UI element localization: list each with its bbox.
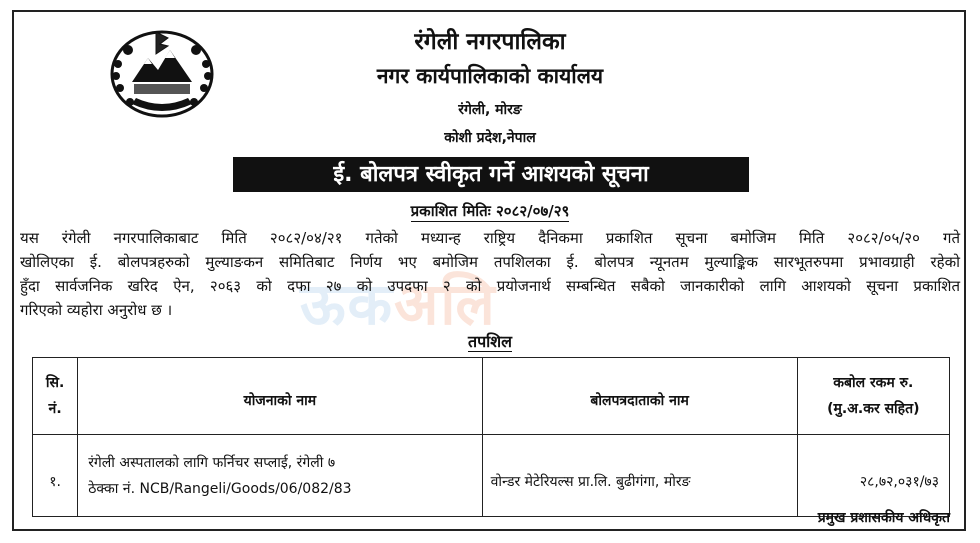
signatory-title: प्रमुख प्रशासकीय अधिकृत bbox=[817, 510, 950, 526]
row-bidder-name: वोन्डर मेटेरियल्स प्रा.लि. बुढीगंगा, मोरङ bbox=[482, 435, 797, 517]
watermark-part2: अलि bbox=[394, 270, 497, 338]
header-sn-line1: सि. bbox=[45, 375, 65, 391]
table-header-row bbox=[33, 358, 950, 435]
notice-title-banner: ई. बोलपत्र स्वीकृत गर्ने आशयको सूचना bbox=[233, 157, 749, 192]
section-title bbox=[0, 330, 980, 352]
office-location: रंगेली, मोरङ bbox=[458, 102, 522, 118]
body-line-1: यस रंगेली नगरपालिकाबाट मिति २०८२/०४/२१ गतेको मध्यान्ह राष्ट्रिय दैनिकमा प्रकाशित सूचना बमोजिम मिति २०८२/०५/२० गते bbox=[20, 229, 960, 247]
row-project-name bbox=[78, 435, 482, 517]
row-serial-number: १. bbox=[33, 435, 78, 517]
header-bidder-name: बोलपत्रदाताको नाम bbox=[482, 358, 797, 435]
notice-body bbox=[20, 226, 960, 322]
header-bid-amount bbox=[797, 358, 949, 435]
section-title-text: तपशिल bbox=[467, 332, 513, 351]
award-table bbox=[32, 357, 950, 517]
table-row bbox=[33, 435, 950, 517]
municipality-name: रंगेली नगरपालिका bbox=[414, 29, 566, 55]
header-serial-number bbox=[33, 358, 78, 435]
body-line-3: हुँदा सार्वजनिक खरिद ऐन, २०६३ को दफा २७ को उपदफा २ को प्रयोजनार्थ सम्बन्धित सबैको जानकारीको लागि आशयको सूचना प्रकाशित bbox=[20, 277, 960, 295]
published-date-text: प्रकाशित मितिः २०८२/०७/२९ bbox=[410, 202, 570, 220]
row-project-line1: रंगेली अस्पतालको लागि फर्निचर सप्लाई, रंगेली ७ bbox=[88, 454, 336, 471]
body-line-2: खोलिएका ई. बोलपत्रहरुको मुल्याङकन समितिबाट निर्णय भए बमोजिम तपशिलका ई. बोलपत्र न्यूनतम मुल्याङ्किक सारभूतरुपमा प्रभावग्राही रहेको bbox=[20, 253, 960, 271]
header-sn-line2: नं. bbox=[48, 401, 62, 417]
watermark-part1: ऊक bbox=[300, 270, 395, 338]
office-name: नगर कार्यपालिकाको कार्यालय bbox=[376, 64, 604, 88]
province-name: कोशी प्रदेश,नेपाल bbox=[444, 130, 536, 146]
row-bid-amount: २८,७२,०३१/७३ bbox=[797, 435, 949, 517]
body-line-4: गरिएको व्यहोरा अनुरोध छ । bbox=[20, 301, 173, 319]
published-date bbox=[0, 201, 980, 221]
header-project-name: योजनाको नाम bbox=[78, 358, 482, 435]
header-amount-line2: (मु.अ.कर सहित) bbox=[827, 401, 920, 417]
header-amount-line1: कबोल रकम रु. bbox=[833, 375, 914, 391]
row-contract-number: ठेक्का नं. NCB/Rangeli/Goods/06/082/83 bbox=[88, 480, 352, 497]
